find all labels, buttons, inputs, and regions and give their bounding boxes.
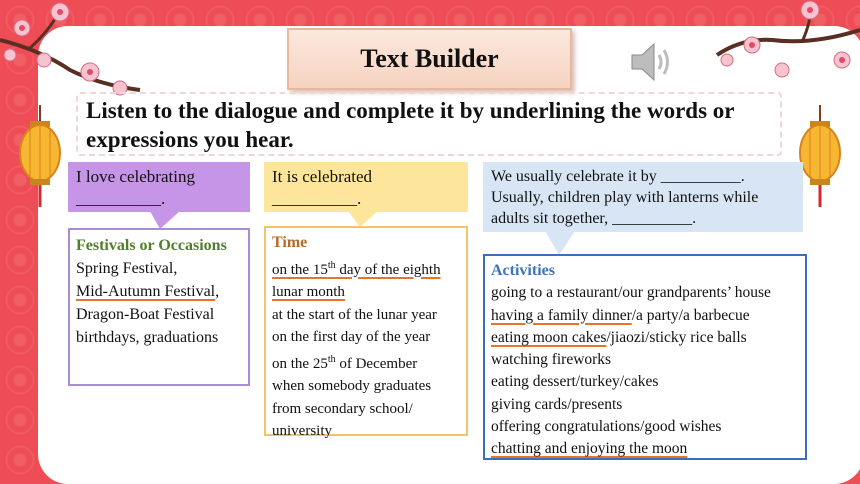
list-item: university xyxy=(272,423,332,439)
prompt-line: We usually celebrate it by __________. xyxy=(491,168,745,185)
list-item-text: /a party/a barbecue xyxy=(631,306,750,324)
activities-heading: Activities xyxy=(491,262,555,279)
list-item: eating dessert/turkey/cakes xyxy=(491,373,659,391)
list-item: on the 15 xyxy=(272,261,328,278)
list-item: when somebody graduates xyxy=(272,378,432,394)
prompt-celebrate-by xyxy=(483,162,803,232)
list-item: offering congratulations/good wishes xyxy=(491,418,722,436)
underlined-answer: lunar month xyxy=(272,284,345,300)
list-item-text: of December xyxy=(335,355,418,372)
activities-box xyxy=(483,254,807,460)
list-item: on the first day of the year xyxy=(272,329,431,345)
list-item: Spring Festival, xyxy=(76,260,178,277)
list-item-text: on the 25 xyxy=(272,355,328,372)
underlined-answer xyxy=(272,255,460,282)
underlined-answer: having a family dinner xyxy=(491,306,632,324)
list-item: birthdays, graduations xyxy=(76,329,219,346)
list-item-text: /jiaozi/sticky rice balls xyxy=(606,328,747,346)
prompt-line: Usually, children play with lanterns while xyxy=(491,189,759,206)
page-title: Text Builder xyxy=(360,44,499,73)
underlined-answer: Mid-Autumn Festival xyxy=(76,283,216,300)
instruction-text: Listen to the dialogue and complete it by underlining the words or expressions you hear. xyxy=(76,92,782,156)
underlined-answer: chatting and enjoying the moon xyxy=(491,440,688,458)
prompt-blank: __________. xyxy=(76,189,166,208)
prompt-blank: __________. xyxy=(272,189,362,208)
title-banner xyxy=(287,28,572,90)
list-item: day of the eighth xyxy=(335,261,441,278)
list-item: giving cards/presents xyxy=(491,395,623,413)
list-item: from secondary school/ xyxy=(272,400,413,417)
prompt-celebrated xyxy=(264,162,468,212)
list-item xyxy=(272,349,460,376)
prompt-line: adults sit together, __________. xyxy=(491,210,697,227)
list-item xyxy=(491,327,799,349)
festivals-box xyxy=(68,228,250,386)
prompt-line: I love celebrating xyxy=(76,167,195,186)
prompt-celebrating xyxy=(68,162,250,212)
list-item: at the start of the lunar year xyxy=(272,306,437,323)
time-heading: Time xyxy=(272,234,308,251)
prompt-line: It is celebrated xyxy=(272,167,373,186)
list-item xyxy=(76,280,242,303)
superscript: th xyxy=(327,259,336,271)
festivals-heading: Festivals or Occasions xyxy=(76,237,227,254)
list-item-suffix: , xyxy=(215,283,220,300)
list-item xyxy=(491,305,799,327)
lantern-icon xyxy=(18,105,62,210)
lantern-icon xyxy=(798,105,842,210)
speaker-icon[interactable] xyxy=(628,40,674,84)
list-item: going to a restaurant/our grandparents’ house xyxy=(491,284,771,302)
superscript: th xyxy=(327,353,336,365)
underlined-answer: eating moon cakes xyxy=(491,328,607,346)
list-item: Dragon-Boat Festival xyxy=(76,306,215,323)
time-box xyxy=(264,226,468,439)
plum-blossom-icon xyxy=(712,0,860,100)
list-item: watching fireworks xyxy=(491,351,612,369)
